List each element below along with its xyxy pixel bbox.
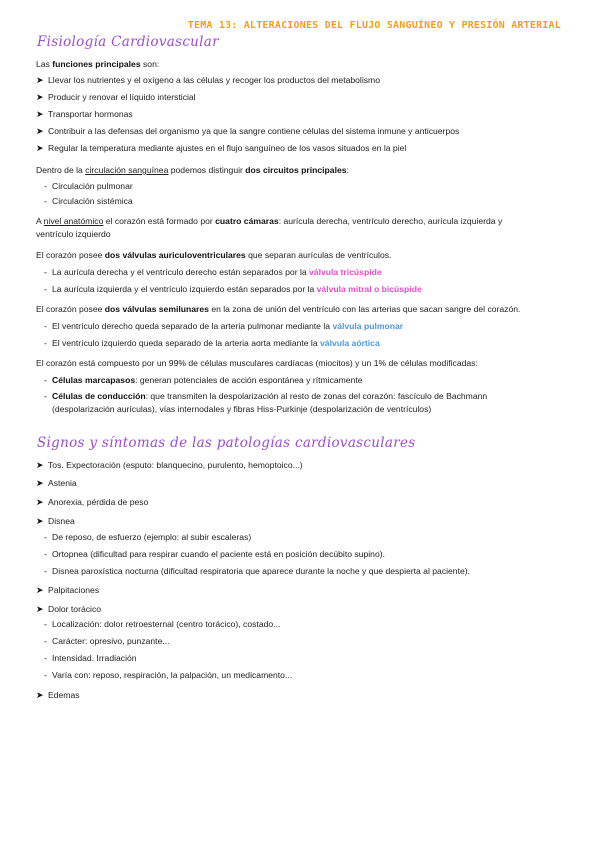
symptom-text: Anorexia, pérdida de peso [48,497,149,507]
dash-bullet-icon: - [44,375,47,385]
sub-text: Varía con: reposo, respiración, la palpación, un medicamento... [52,670,293,680]
list-item [36,75,380,86]
arrowhead-bullet-icon: ➤ [36,690,44,700]
list-item [36,604,101,615]
intro-text: Las [36,59,53,69]
arrowhead-bullet-icon: ➤ [36,75,44,85]
list-item [44,549,385,560]
dash-bullet-icon: - [44,391,47,401]
list-item [44,321,403,332]
sl-text: El corazón posee [36,304,105,314]
sl-bold: dos válvulas semilunares [104,304,209,314]
topic-header: TEMA 13: ALTERACIONES DEL FLUJO SANGUÍNEO Y PRESIÓN ARTERIAL [187,20,561,31]
section-title-fisiologia: Fisiología Cardiovascular [37,34,219,50]
dash-bullet-icon: - [44,653,47,663]
anatomy-line2: ventrículo izquierdo [36,229,111,239]
list-item [44,196,133,207]
list-item [44,391,487,402]
list-item [36,497,148,508]
anatomy-underline: nivel anatómico [43,216,104,226]
dash-bullet-icon: - [44,619,47,629]
symptom-text: Dolor torácico [48,604,102,614]
list-item [44,670,292,681]
sub-text: Intensidad. Irradiación [52,653,137,663]
intro-bold: funciones principales [52,59,141,69]
list-item [36,126,459,137]
cell-text: : que transmiten la despolarización al resto de zonas del corazón: fascículo de Bachmann [145,391,488,401]
circuits-text: Dentro de la [36,165,86,175]
list-item [36,585,99,596]
list-item [44,619,280,630]
dash-bullet-icon: - [44,566,47,576]
arrowhead-bullet-icon: ➤ [36,143,44,153]
list-item [44,267,382,278]
symptom-text: Palpitaciones [48,585,100,595]
circuit-text: Circulación pulmonar [52,181,133,191]
sub-text: De reposo, de esfuerzo (ejemplo: al subir escaleras) [52,532,252,542]
cell-type: Células de conducción [52,391,146,401]
list-item [44,181,133,192]
list-item [44,653,137,664]
sl-text-end: en la zona de unión del ventrículo con las arterias que sacan sangre del corazón. [208,304,521,314]
list-item [36,460,303,471]
composition-paragraph: El corazón está compuesto por un 99% de células musculares cardíacas (miocitos) y un 1% de células modificadas: [36,358,478,368]
cell-text: : generan potenciales de acción espontánea y rítmicamente [135,375,363,385]
list-item [36,690,80,701]
valve-text: La aurícula derecha y el ventrículo derecho están separados por la [52,267,310,277]
arrowhead-bullet-icon: ➤ [36,497,44,507]
cell-type: Células marcapasos [52,375,136,385]
dash-bullet-icon: - [44,532,47,542]
symptom-text: Edemas [48,690,80,700]
dash-bullet-icon: - [44,267,47,277]
dash-bullet-icon: - [44,636,47,646]
function-text: Producir y renovar el líquido intersticial [48,92,196,102]
function-text: Regular la temperatura mediante ajustes en el flujo sanguíneo de los vasos situados en la piel [48,143,407,153]
function-text: Contribuir a las defensas del organismo ya que la sangre contiene células del sistema inmune y anticuerpos [48,126,460,136]
valve-text: La aurícula izquierda y el ventrículo izquierdo están separados por la [52,284,317,294]
list-item [36,143,406,154]
dash-bullet-icon: - [44,549,47,559]
av-bold: dos válvulas auriculoventriculares [104,250,246,260]
dash-bullet-icon: - [44,284,47,294]
symptom-text: Astenia [48,478,77,488]
arrowhead-bullet-icon: ➤ [36,92,44,102]
valve-name: válvula aórtica [320,338,380,348]
valve-name: válvula pulmonar [332,321,404,331]
valve-text: El ventrículo derecho queda separado de la arteria pulmonar mediante la [52,321,333,331]
list-item [44,566,470,577]
section-title-signos: Signos y síntomas de las patologías cardiovasculares [37,435,416,451]
function-text: Transportar hormonas [48,109,133,119]
arrowhead-bullet-icon: ➤ [36,478,44,488]
arrowhead-bullet-icon: ➤ [36,604,44,614]
list-item [44,338,380,349]
sub-text: Disnea paroxística nocturna (dificultad respiratoria que aparece durante la noche y que despierta al paciente). [52,566,471,576]
circuit-text: Circulación sistémica [52,196,133,206]
valve-name: válvula mitral o bicúspide [316,284,422,294]
list-item [36,109,133,120]
sub-text: Localización: dolor retroesternal (centro torácico), costado... [52,619,281,629]
symptom-text: Tos. Expectoración (esputo: blanquecino, purulento, hemoptoico...) [48,460,303,470]
av-valves-intro [36,250,391,261]
anatomy-bold: cuatro cámaras [215,216,279,226]
anatomy-text-mid: el corazón está formado por [103,216,216,226]
list-item [44,284,422,295]
sub-text: Ortopnea (dificultad para respirar cuando el paciente está en posición decúbito supino). [52,549,385,559]
anatomy-text-end: : aurícula derecha, ventrículo derecho, aurícula izquierda y [278,216,503,226]
arrowhead-bullet-icon: ➤ [36,585,44,595]
circuits-text-end: : [346,165,349,175]
list-item [36,516,75,527]
circuits-underline: circulación sanguínea [85,165,169,175]
list-item [44,532,251,543]
circuits-bold: dos circuitos principales [245,165,347,175]
functions-intro [36,59,159,70]
list-item [36,92,196,103]
anatomy-paragraph [36,216,502,227]
av-text: El corazón posee [36,250,105,260]
arrowhead-bullet-icon: ➤ [36,460,44,470]
circuits-text-mid: podemos distinguir [168,165,246,175]
symptom-text: Disnea [48,516,75,526]
list-item [44,375,363,386]
list-item [44,636,170,647]
dash-bullet-icon: - [44,321,47,331]
dash-bullet-icon: - [44,196,47,206]
valve-name: válvula tricúspide [309,267,382,277]
anatomy-text: A [36,216,44,226]
intro-text-end: son: [140,59,160,69]
valve-text: El ventrículo izquierdo queda separado de la arteria aorta mediante la [52,338,321,348]
cell-text-line2: (despolarización aurículas), vías internodales y fibras Hiss-Purkinje (despolarización de ventrículos) [52,404,432,414]
dash-bullet-icon: - [44,338,47,348]
sub-text: Carácter: opresivo, punzante... [52,636,170,646]
arrowhead-bullet-icon: ➤ [36,109,44,119]
dash-bullet-icon: - [44,181,47,191]
av-text-end: que separan aurículas de ventrículos. [245,250,392,260]
function-text: Llevar los nutrientes y el oxígeno a las células y recoger los productos del metabolismo [48,75,380,85]
arrowhead-bullet-icon: ➤ [36,516,44,526]
list-item [36,478,77,489]
circuits-intro [36,165,349,176]
dash-bullet-icon: - [44,670,47,680]
arrowhead-bullet-icon: ➤ [36,126,44,136]
sl-valves-intro [36,304,520,315]
